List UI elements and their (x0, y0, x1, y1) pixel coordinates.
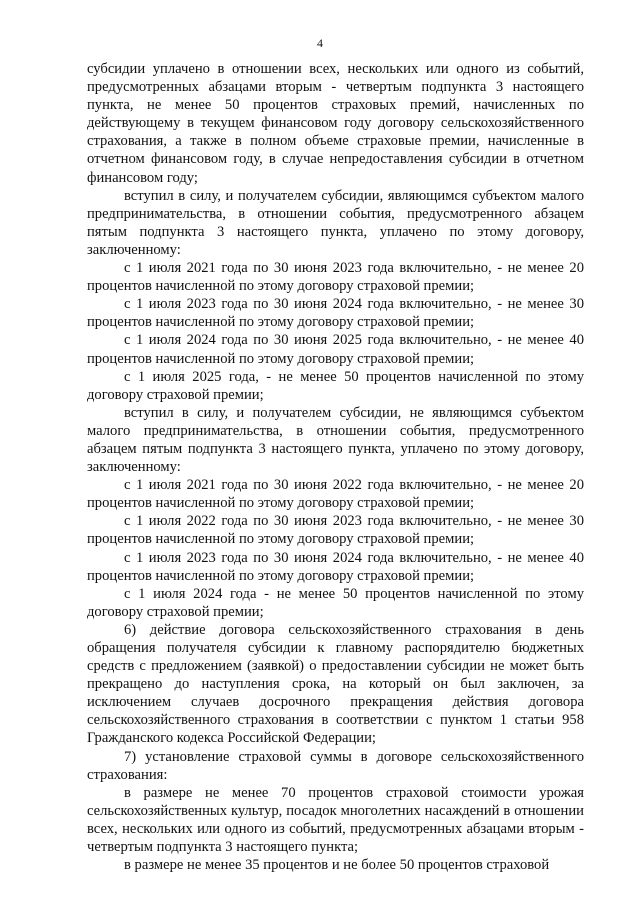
paragraph: субсидии уплачено в отношении всех, нескольких или одного из событий, предусмотренных абзацами вторым - четвертым подпункта 3 настоящего пункта, не менее 50 процентов страховых премий, начисленных по действующему в текущем финансовом году договору сельскохозяйственного страхования, а также в полном объеме страховые премии, начисленные в отчетном финансовом году, в случае непредоставления субсидии в отчетном финансовом году; (87, 61, 584, 186)
paragraph: с 1 июля 2025 года, - не менее 50 процентов начисленной по этому договору страховой премии; (87, 368, 584, 403)
paragraph: с 1 июля 2022 года по 30 июня 2023 года включительно, - не менее 30 процентов начисленной по этому договору страховой премии; (87, 513, 584, 548)
paragraph: с 1 июля 2023 года по 30 июня 2024 года включительно, - не менее 40 процентов начисленной по этому договору страховой премии; (87, 549, 584, 584)
paragraph: с 1 июля 2024 года по 30 июня 2025 года включительно, - не менее 40 процентов начисленной по этому договору страховой премии; (87, 332, 584, 367)
paragraph: вступил в силу, и получателем субсидии, являющимся субъектом малого предпринимательства, в отношении события, предусмотренного абзацем пятым подпункта 3 настоящего пункта, уплачено по этому договору, заключенному: (87, 187, 584, 258)
paragraph: с 1 июля 2021 года по 30 июня 2023 года включительно, - не менее 20 процентов начисленной по этому договору страховой премии; (87, 260, 584, 295)
paragraph: 6) действие договора сельскохозяйственного страхования в день обращения получателя субсидии к главному распорядителю бюджетных средств с предложением (заявкой) о предоставлении субсидии не может быть прекращено до наступления срока, на который он был заключен, за исключением случаев досрочного прекращения действия договора сельскохозяйственного страхования в соответствии с пунктом 1 статьи 958 Гражданского кодекса Российской Федерации; (87, 621, 584, 747)
paragraph: 7) установление страховой суммы в договоре сельскохозяйственного страхования: (87, 748, 584, 783)
paragraph: в размере не менее 35 процентов и не более 50 процентов страховой (124, 857, 550, 874)
document-body (87, 60, 584, 874)
paragraph: вступил в силу, и получателем субсидии, не являющимся субъектом малого предпринимательства, в отношении события, предусмотренного абзацем пятым подпункта 3 настоящего пункта, уплачено по этому договору, заключенному: (87, 404, 584, 476)
paragraph: в размере не менее 70 процентов страховой стоимости урожая сельскохозяйственных культур, посадок многолетних насаждений в отношении всех, нескольких или одного из событий, предусмотренных абзацами вторым - четвертым подпункта 3 настоящего пункта; (87, 784, 584, 856)
paragraph: с 1 июля 2024 года - не менее 50 процентов начисленной по этому договору страховой премии; (87, 585, 584, 620)
paragraph: с 1 июля 2021 года по 30 июня 2022 года включительно, - не менее 20 процентов начисленной по этому договору страховой премии; (87, 477, 584, 512)
paragraph: с 1 июля 2023 года по 30 июня 2024 года включительно, - не менее 30 процентов начисленной по этому договору страховой премии; (87, 296, 584, 331)
page-number: 4 (317, 36, 323, 50)
